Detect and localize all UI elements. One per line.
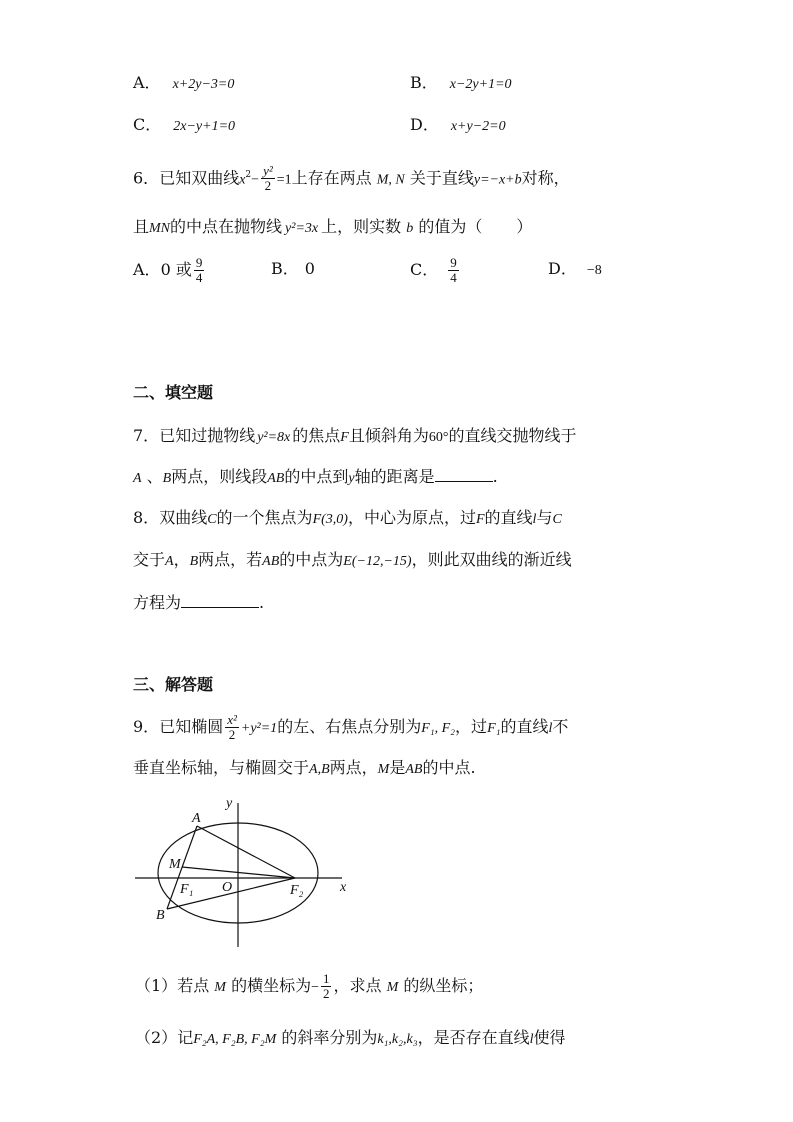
fraction-denominator: 4: [450, 270, 457, 285]
fraction-denominator: 2: [322, 986, 330, 1001]
math: y=−x+b: [473, 172, 522, 188]
option-expression: x+y−2=0: [450, 119, 506, 134]
question-text: 且倾斜角为: [348, 426, 429, 445]
math: F₁, F₂: [421, 721, 456, 736]
math: B: [162, 471, 172, 486]
q8-line-3: [133, 590, 264, 616]
math: E(−12,−15): [343, 554, 412, 569]
question-text: 的直线交抛物线于: [448, 426, 577, 445]
question-text: 记: [177, 1028, 194, 1047]
math: x: [239, 172, 246, 188]
option-label: D．: [410, 115, 439, 134]
math: −: [251, 172, 260, 188]
question-text: 的一个焦点为: [216, 508, 313, 527]
math: AB: [267, 471, 285, 486]
answer-blank[interactable]: [435, 467, 493, 482]
question-number: 8．: [133, 508, 160, 527]
x-axis-label: x: [340, 880, 347, 895]
fraction: [261, 164, 275, 193]
math: y²=3x: [285, 221, 319, 236]
fraction-numerator: 9: [195, 255, 203, 270]
math: 60°: [428, 430, 449, 445]
question-text: ，中心为原点，过: [347, 508, 476, 527]
question-text: 若点: [177, 976, 210, 995]
point-a-label: A: [192, 811, 201, 826]
math: A: [133, 471, 142, 486]
math: F(3,0): [312, 512, 348, 527]
math: C: [552, 512, 562, 527]
q5-option-c: [133, 112, 235, 140]
question-text: 两点，: [329, 758, 378, 777]
fraction-numerator: y²: [263, 163, 273, 179]
question-text: 的直线: [500, 717, 549, 736]
point-m-label: M: [169, 857, 181, 872]
q5-option-b: [410, 70, 512, 98]
question-text: .: [259, 593, 265, 612]
question-text: 使得: [533, 1028, 566, 1047]
question-text: 两点，则线段: [171, 467, 268, 486]
math: l: [548, 721, 553, 736]
question-number: 6．: [133, 168, 160, 188]
point-b-label: B: [156, 908, 165, 923]
question-text: 且: [133, 217, 150, 236]
math: MN: [149, 221, 171, 236]
option-text: 0: [304, 259, 315, 278]
q7-line-2: [133, 464, 498, 492]
math: M, N: [376, 172, 405, 188]
math: l: [532, 512, 537, 527]
option-expression: x+2y−3=0: [172, 77, 235, 92]
question-text: 上存在两点: [291, 168, 372, 188]
q6-option-d: [548, 256, 602, 284]
question-text: .: [492, 467, 498, 486]
math: b: [406, 221, 414, 236]
question-text: 两点，若: [198, 550, 263, 569]
fraction: [194, 256, 205, 285]
math: A: [165, 554, 174, 569]
q9-part-1: [135, 972, 483, 1001]
q6-line-2: [133, 214, 532, 242]
question-text: 的焦点: [292, 426, 341, 445]
question-text: 已知过抛物线: [159, 426, 256, 445]
point-f1-label: F₁: [180, 882, 194, 897]
math: A,B: [309, 762, 330, 777]
question-text: 的中点.: [422, 758, 476, 777]
q5-option-d: [410, 112, 506, 140]
option-label: D．: [548, 259, 577, 278]
question-text: 交于: [133, 550, 166, 569]
question-text: ，是否存在直线: [417, 1028, 530, 1047]
math: k₁,k₂,k₃: [377, 1032, 418, 1047]
fraction: [321, 972, 332, 1001]
answer-blank[interactable]: [181, 593, 259, 608]
part-label: （1）: [135, 976, 178, 995]
option-label: A．: [133, 260, 161, 279]
question-text: 的斜率分别为: [281, 1028, 378, 1047]
math: y²=8x: [257, 430, 291, 445]
math: F: [475, 512, 485, 527]
q9-part-2: [135, 1025, 566, 1053]
point-f2-label: F₂: [290, 883, 304, 898]
question-text: 上，则实数: [321, 217, 402, 236]
math: F₁: [487, 721, 501, 736]
question-text: ，求点: [333, 976, 382, 995]
math: F: [340, 430, 349, 445]
option-label: C．: [410, 260, 439, 279]
math: C: [207, 512, 217, 527]
option-label: A．: [133, 73, 161, 92]
math: F₂A, F₂B, F₂M: [193, 1032, 277, 1047]
question-text: ）: [516, 217, 533, 236]
question-text: 的左、右焦点分别为: [277, 717, 422, 736]
fraction-numerator: 1: [322, 971, 330, 986]
question-text: 的纵坐标；: [403, 976, 484, 995]
option-label: B．: [271, 259, 299, 278]
fraction: [448, 256, 459, 285]
q7-line-1: [133, 423, 577, 451]
fraction-numerator: 9: [450, 255, 457, 270]
y-axis-label: y: [226, 796, 233, 811]
section-heading: 二、填空题: [133, 383, 214, 402]
math: =1: [276, 172, 292, 188]
math: B: [189, 554, 199, 569]
question-text: 关于直线: [409, 168, 474, 188]
question-text: 、: [146, 467, 163, 486]
math: M: [377, 762, 390, 777]
fraction-denominator: 2: [264, 178, 272, 194]
q6-option-b: [271, 256, 315, 282]
question-text: 的值为（: [418, 217, 483, 236]
question-text: ，则此双曲线的渐近线: [411, 550, 572, 569]
q9-line-1: [133, 713, 568, 742]
q6-option-c: [410, 256, 461, 285]
math: M: [214, 980, 226, 995]
math: AB: [405, 762, 423, 777]
section-heading: 三、解答题: [133, 675, 214, 694]
question-text: 垂直坐标轴，与椭圆交于: [133, 758, 310, 777]
question-text: 的横坐标为: [231, 976, 312, 995]
option-expression: 2x−y+1=0: [173, 119, 236, 134]
question-text: 已知双曲线: [159, 168, 240, 188]
q6-line-1: 6．已知双曲线$x^2-$ $\frac{\text{y²}}{2}$ =1上存在两点 M, N 关于直线y=−x+b对称，: [133, 163, 570, 194]
question-text: 双曲线: [159, 508, 208, 527]
q6-option-a: [133, 256, 206, 285]
question-text: 的中点在抛物线: [170, 217, 283, 236]
math: +y²=1: [240, 721, 278, 736]
q8-line-2: [133, 547, 572, 575]
fraction-numerator: x²: [227, 712, 237, 727]
question-text: 对称，: [521, 168, 570, 188]
math: M: [386, 980, 399, 995]
math: l: [529, 1032, 534, 1047]
question-text: 不: [552, 717, 569, 736]
option-text: 0 或: [160, 260, 192, 279]
option-text: −8: [586, 263, 602, 278]
question-number: 9．: [133, 717, 160, 736]
question-text: 的中点为: [279, 550, 344, 569]
ellipse-diagram: [130, 795, 360, 955]
question-text: ，: [173, 550, 190, 569]
question-text: ，过: [455, 717, 488, 736]
option-label: C．: [133, 115, 162, 134]
fraction: [225, 713, 239, 742]
question-text: 轴的距离是: [354, 467, 435, 486]
fraction-denominator: 2: [228, 727, 236, 742]
question-text: 的中点到: [284, 467, 349, 486]
question-text: 是: [389, 758, 406, 777]
math: −: [311, 980, 319, 995]
question-text: 已知椭圆: [159, 717, 224, 736]
math: y: [348, 471, 355, 486]
option-label: B．: [410, 73, 438, 92]
option-expression: x−2y+1=0: [449, 77, 512, 92]
part-label: （2）: [135, 1028, 178, 1047]
q5-option-a: [133, 70, 234, 98]
point-o-label: O: [222, 880, 233, 895]
math: AB: [262, 554, 280, 569]
fraction-denominator: 4: [195, 270, 203, 285]
q9-line-2: [133, 755, 476, 783]
question-number: 7．: [133, 426, 160, 445]
question-text: 与: [536, 508, 553, 527]
question-text: 方程为: [133, 593, 182, 612]
q8-line-1: [133, 505, 562, 533]
question-text: 的直线: [484, 508, 533, 527]
